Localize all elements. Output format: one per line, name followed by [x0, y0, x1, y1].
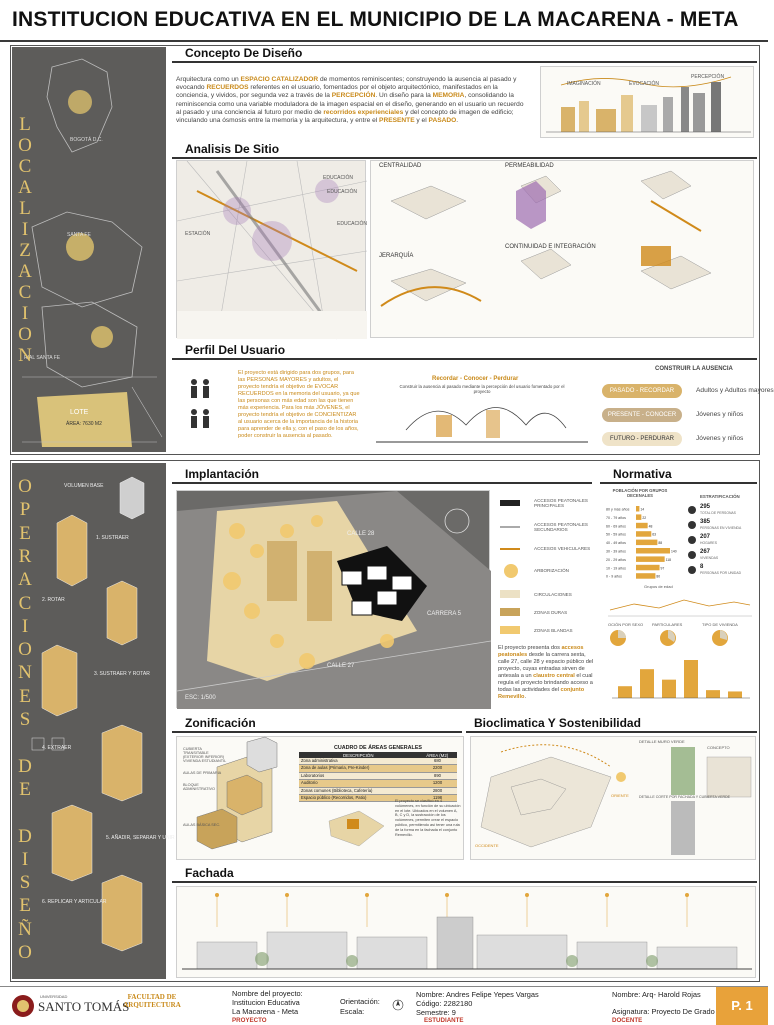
zonificacion-underline — [172, 731, 462, 733]
operaciones-letter: E — [19, 522, 31, 544]
perfil-figures — [184, 372, 234, 442]
concepto-underline — [172, 61, 757, 63]
concepto-text: . — [456, 117, 459, 125]
bioclimatica-title: Bioclimatica Y Sostenibilidad — [474, 716, 641, 730]
map-label-lote: LOTE — [70, 409, 89, 416]
operaciones-letter: A — [18, 569, 32, 591]
est-label: PERSONAS EN VIVIENDA — [700, 526, 742, 530]
legend-accesos-principales: ACCESOS PEATONALES PRINCIPALES — [534, 498, 588, 508]
step-sustraer: 1. SUSTRAER — [96, 535, 129, 541]
legend-accesos-secundarios: ACCESOS PEATONALES SECUNDARIOS — [534, 522, 588, 532]
table-row — [299, 765, 457, 772]
university-logo — [10, 993, 130, 1021]
implantacion-text: El proyecto presenta dos — [498, 645, 562, 651]
legend-accesos-vehiculares: ACCESOS VEHICULARES — [534, 546, 591, 551]
operaciones-letter: R — [18, 545, 32, 567]
person-icon — [688, 551, 696, 559]
teacher-name: Nombre: Arq- Harold Rojas — [612, 990, 701, 999]
page-number: P. 1 — [716, 987, 768, 1025]
table-cell-area: 1198 — [432, 795, 442, 801]
est-label: PERSONAS POR UNIDAD — [700, 571, 742, 575]
table-row — [299, 780, 457, 787]
perfil-text: El proyecto está dirigido para dos grupos, para las PERSONAS MAYORES y adultos, el proyecto tendría el objetivo de EVOCAR RECUERDOS en la memoria del usuario, ya que las personas con más edad son las que tienen más experiencia. Para los más JÓVENES, el proyecto tendría el objetivo de CONCIENTIZAR al usuario acerca de la importancia de la historia para aprender de ella y, con el paso de los años, poder construir la ausencia al pasado. — [238, 370, 360, 439]
zone-label-2: VIVIENDA ESTUDIANTIL — [183, 759, 227, 763]
localizacion-letter: A — [18, 261, 32, 282]
pop-bar — [636, 531, 651, 537]
implantacion-text: desde la carrera sexta, calle 27, calle 28 y espacio público del proyecto, cuyas entradas sirven de antesala a un — [498, 652, 594, 679]
operaciones-letter: N — [18, 662, 32, 684]
localizacion-letter: L — [19, 198, 31, 219]
pop-value: 118 — [665, 557, 672, 562]
est-number: 267 — [700, 549, 711, 555]
localizacion-letter: N — [18, 345, 32, 366]
pop-label: 80 y más años — [606, 507, 630, 512]
operaciones-letter: O — [18, 942, 32, 963]
norm-bar — [640, 669, 654, 698]
est-label: HOGARES — [700, 541, 717, 545]
step-anadir: 5. AÑADIR, SEPARAR Y UNIR — [106, 835, 175, 841]
mini-title-vivienda: TIPO DE VIVIENDA — [702, 622, 738, 627]
pop-value: 80 — [656, 574, 661, 579]
normativa-title: Normativa — [613, 467, 672, 481]
implantacion-highlight: accesos peatonales — [498, 645, 584, 658]
table-cell-desc: Zonas comunes (Biblioteca, Cafetería) — [301, 787, 373, 793]
pop-value: 22 — [642, 515, 647, 520]
north-arrow-icon — [392, 999, 404, 1011]
scale-footer-label: Escala: — [340, 1007, 365, 1016]
concepto-text: de momentos reminiscentes; construyendo la ausencia al pasado y evocando — [176, 76, 517, 92]
est-number: 207 — [700, 534, 711, 540]
table-cell-desc: Zona de aulas (Primaria, Pre-Kinder) — [301, 765, 370, 771]
row-label-adultos: Adultos y Adultos mayores — [696, 387, 774, 394]
implantacion-text: el cual regula el proyecto brindando acceso a todas las actividades del — [498, 673, 593, 693]
perfil-sketch-caption: Construir la ausencia al pasado mediante la percepción del usuario fomentado por el proyecto — [399, 384, 565, 394]
page-title: INSTITUCION EDUCATIVA EN EL MUNICIPIO DE LA MACARENA - META — [12, 8, 739, 31]
bio-detalle-corte: DETALLE CORTE POR FACHADA Y CUBIERTA VERDE — [639, 795, 731, 799]
person-icon — [688, 536, 696, 544]
pop-label: 20 - 29 años — [606, 557, 626, 562]
areas-header-area: ÁREA (M2) — [426, 753, 449, 758]
map-label-rial: RIAL SANTA FE — [24, 355, 61, 361]
bar-chart — [604, 654, 756, 706]
bio-oriente: ORIENTE — [611, 793, 629, 798]
scale-label: ESC: 1/500 — [185, 695, 216, 701]
implantacion-title: Implantación — [185, 467, 260, 481]
pop-label: 50 - 59 años — [606, 532, 626, 537]
est-item — [688, 549, 756, 563]
est-item — [688, 564, 756, 578]
university-name: SANTO TOMÁS — [38, 999, 130, 1014]
estratificacion-list — [688, 504, 756, 584]
fachada-elevation — [176, 886, 756, 978]
normativa-underline — [600, 482, 757, 484]
site-tag-4: ESTACIÓN — [185, 231, 211, 237]
table-cell-desc: Laboratorios — [301, 772, 325, 778]
implantacion-highlight: claustro central — [533, 673, 575, 679]
pop-bar — [636, 573, 655, 579]
est-item — [688, 519, 756, 533]
table-cell-area: 890 — [434, 772, 441, 778]
concepto-highlight: ESPACIO CATALIZADOR — [240, 76, 319, 83]
fachada-title: Fachada — [185, 866, 234, 880]
street-calle-27: CALLE 27 — [327, 663, 355, 669]
pop-label: 10 - 19 años — [606, 566, 626, 571]
project-name-2: La Macarena - Meta — [232, 1007, 299, 1016]
pop-bar — [636, 565, 660, 571]
localizacion-letter: C — [18, 156, 32, 177]
person-icon — [688, 521, 696, 529]
legend-arborizacion: ARBORIZACIÓN — [534, 568, 569, 573]
pop-value: 97 — [660, 566, 665, 571]
operaciones-letter: C — [18, 592, 32, 614]
operaciones-letter: S — [19, 709, 31, 730]
person-icon — [688, 566, 696, 574]
footer — [0, 986, 768, 1024]
operaciones-letter: Ñ — [18, 918, 32, 940]
concepto-text: , consolidando la reminiscencia como una variable moduladora de la imagen espacial en el diseño, generando en el usuario un recuerdo al pasado y una conciencia al futuro por medio de — [176, 92, 524, 116]
row-label-jovenes-1: Jóvenes y niños — [696, 411, 744, 418]
diag-jerarquia: JERARQUÍA — [379, 253, 414, 259]
diag-permeabilidad: PERMEABILIDAD — [505, 163, 554, 169]
pop-value: 14 — [640, 507, 645, 512]
est-label: VIVIENDAS — [700, 556, 719, 560]
step-volumen-base: VOLUMEN BASE — [64, 483, 104, 489]
perfil-sketch — [376, 390, 588, 450]
norm-bar — [662, 680, 676, 698]
site-plan — [176, 490, 490, 708]
concepto-text: y del concepto de imagen de edificio; vinculando una ósmosis entre la memoria y la arquitectura, y entre el — [176, 108, 514, 125]
pop-label: 0 - 9 años — [606, 574, 622, 579]
table-cell-area: 2200 — [432, 765, 443, 771]
row-label-jovenes-2: Jóvenes y niños — [696, 435, 744, 442]
map-label-area: ÁREA: 7630 M2 — [66, 421, 102, 427]
zonificacion-small-plan — [319, 801, 389, 857]
mini-pies — [604, 628, 756, 650]
faculty-logo: FACULTAD DE ARQUITECTURA — [123, 993, 181, 1009]
areas-table — [299, 745, 457, 802]
diagram-label-percepcion: PERCEPCIÓN — [691, 74, 725, 80]
fachada-underline — [172, 881, 757, 883]
pop-title: POBLACIÓN POR GRUPOS DECENALES — [612, 488, 668, 498]
pop-label: 40 - 49 años — [606, 541, 626, 546]
university-small: UNIVERSIDAD — [40, 994, 68, 999]
project-label: Nombre del proyecto: — [232, 989, 303, 998]
student-name: Nombre: Andres Felipe Yepes Vargas — [416, 990, 539, 999]
pop-label: 30 - 39 años — [606, 549, 626, 554]
concepto-highlight: recorridos experienciales — [323, 108, 404, 116]
perfil-underline — [172, 358, 757, 360]
concepto-highlight: PERCEPCIÓN — [331, 92, 376, 100]
table-cell-area: 1200 — [432, 780, 443, 786]
table-row — [299, 758, 457, 765]
localizacion-letter: O — [18, 135, 32, 156]
student-tag: ESTUDIANTE — [424, 1017, 464, 1024]
population-chart — [604, 502, 677, 582]
operaciones-letter: D — [18, 825, 32, 847]
pop-value: 140 — [671, 549, 677, 554]
concepto-diagram — [540, 66, 754, 138]
analisis-title: Analisis De Sitio — [185, 142, 280, 156]
table-cell-area: 680 — [434, 758, 441, 763]
pop-label: 70 - 79 años — [606, 515, 626, 520]
street-carrera-5: CARRERA 5 — [427, 611, 462, 617]
diag-centralidad: CENTRALIDAD — [379, 163, 422, 169]
construir-title: CONSTRUIR LA AUSENCIA — [655, 366, 733, 372]
mini-title-particulares: PARTICULARES — [652, 622, 683, 627]
table-cell-desc: Espacio público (Recorridos, Patio) — [301, 795, 367, 801]
title-divider — [0, 40, 768, 42]
operaciones-letter: O — [18, 476, 32, 497]
street-calle-28: CALLE 28 — [347, 531, 375, 537]
operaciones-letter: S — [19, 872, 31, 894]
localizacion-letter: Z — [19, 240, 31, 261]
implantacion-legend — [500, 496, 600, 646]
zonificacion-title: Zonificación — [185, 716, 256, 730]
pop-bar — [636, 540, 657, 546]
diagram-label-imaginacion: IMAGINACIÓN — [567, 81, 601, 87]
areas-header-desc: DESCRIPCIÓN — [343, 753, 374, 758]
subject: Asignatura: Proyecto De Grado — [612, 1007, 715, 1016]
legend-circulaciones: CIRCULACIONES — [534, 592, 572, 597]
norm-bar — [728, 691, 742, 698]
concepto-text: Arquitectura como un — [176, 76, 241, 83]
zone-label-4: BLOQUE ADMINISTRATIVO — [183, 783, 215, 791]
est-label: TOTAL DE PERSONAS — [700, 511, 736, 515]
zone-label-3: AULAS DE PRIMARIA — [183, 771, 222, 775]
est-item — [688, 504, 756, 518]
diagram-label-evocacion: EVOCACIÓN — [629, 81, 660, 87]
est-title: ESTRATIFICACIÓN — [700, 494, 740, 499]
perfil-sketch-title: Recordar - Conocer - Perdurar — [432, 376, 519, 382]
est-number: 385 — [700, 519, 711, 525]
table-row — [299, 773, 457, 780]
mini-title-edad: Grupos de edad — [644, 584, 673, 589]
person-icon — [688, 506, 696, 514]
localizacion-letter: O — [18, 324, 32, 345]
analisis-underline — [172, 157, 757, 159]
project-tag: PROYECTO — [232, 1017, 267, 1024]
areas-table-title: CUADRO DE ÁREAS GENERALES — [299, 745, 457, 753]
localizacion-letter: A — [18, 177, 32, 198]
step-replicar: 6. REPLICAR Y ARTICULAR — [42, 899, 107, 905]
zone-label-5: AULAS BÁSICA SEC. — [183, 823, 221, 827]
norm-bar — [618, 686, 632, 698]
zonificacion-caption: El proyecto se clasificó en 4 volúmenes, en función de su ubicación en el lote. Ubicados en el volumen A, B, C y D, la sustracción de los volúmenes, permiten crear el espacio público, permitiendo así tener una ruta de la forma en la fachada el conjunto Remevillo. — [395, 799, 461, 837]
teacher-tag: DOCENTE — [612, 1017, 643, 1024]
table-cell-desc: Zona administrativa — [301, 758, 338, 763]
concepto-text: y el — [414, 117, 429, 125]
implantacion-text: . — [524, 694, 526, 700]
operaciones-letter: I — [21, 615, 29, 637]
concepto-highlight: RECUERDOS — [206, 84, 249, 92]
normativa-panel — [604, 486, 756, 708]
concepto-text: referentes en el usuario, fomentados por el objeto arquitectónico, manifestados en la conciencia, y vividos, por segunda vez a través de la — [176, 84, 498, 100]
bio-muro-verde: DETALLE MURO VERDE — [639, 739, 685, 744]
implantacion-text — [498, 645, 598, 707]
pop-bar — [636, 514, 641, 520]
pop-bar — [636, 548, 670, 554]
concepto-highlight: PRESENTE — [379, 117, 415, 125]
pop-bar — [636, 556, 665, 562]
map-label-santafe: SANTA FE — [67, 232, 91, 238]
norm-bar — [706, 690, 720, 698]
pill-pasado: PASADO - RECORDAR — [602, 384, 682, 398]
diag-continuidad: CONTINUIDAD E INTEGRACIÓN — [505, 244, 596, 250]
localizacion-letter: I — [21, 303, 29, 324]
implantacion-highlight: conjunto Remevillo — [498, 687, 585, 700]
map-label-bogota: BOGOTÁ D.C. — [70, 137, 103, 143]
table-cell-area: 2800 — [432, 787, 443, 793]
concepto-text — [176, 76, 530, 134]
zonificacion-panel — [176, 736, 464, 860]
pop-value: 48 — [648, 524, 653, 529]
bioclimatica-underline — [466, 731, 757, 733]
concepto-title: Concepto De Diseño — [185, 46, 303, 60]
perfil-title: Perfil Del Usuario — [185, 343, 286, 357]
operaciones-letter: E — [19, 778, 31, 800]
pop-bar — [636, 506, 639, 512]
zone-label-1: CUBIERTA TRANSITABLE (EXTERIOR INFERIOR) — [183, 747, 225, 759]
pop-label: 60 - 69 años — [606, 524, 626, 529]
bioclimatica-panel — [470, 736, 756, 860]
operaciones-letter: I — [21, 848, 29, 870]
pop-value: 88 — [658, 541, 663, 546]
localizacion-letter: I — [21, 219, 29, 240]
pill-presente: PRESENTE - CONOCER — [602, 408, 682, 422]
step-extraer: 4. EXTRAER — [42, 745, 72, 751]
est-item — [688, 534, 756, 548]
site-tag-3: EDUCACIÓN — [337, 221, 368, 227]
concepto-highlight: PASADO — [428, 117, 457, 125]
mini-title-sexo: OCIÓN POR SEXO — [608, 622, 644, 627]
pop-bar — [636, 523, 648, 529]
pill-futuro: FUTURO - PERDURAR — [602, 432, 682, 446]
implantacion-underline — [172, 482, 592, 484]
operaciones-letter: D — [18, 755, 32, 777]
legend-zonas-blandas: ZONAS BLANDAS — [534, 628, 573, 633]
site-tag-2: EDUCACIÓN — [327, 189, 358, 195]
site-tag-1: EDUCACIÓN — [323, 175, 354, 181]
concepto-text: . Un diseño para la — [375, 92, 433, 100]
project-name-1: Institucion Educativa — [232, 998, 300, 1007]
operaciones-letter: P — [19, 499, 31, 521]
est-number: 8 — [700, 564, 704, 570]
localizacion-letter: C — [18, 282, 32, 303]
table-row — [299, 788, 457, 795]
age-line-chart — [604, 590, 756, 620]
orientation-label: Orientación: — [340, 997, 380, 1006]
est-number: 295 — [700, 504, 711, 510]
bio-occidente: OCCIDENTE — [475, 843, 499, 848]
concepto-highlight: MEMORIA — [432, 92, 465, 100]
pop-value: 63 — [652, 532, 657, 537]
operaciones-letter: O — [18, 639, 32, 661]
localizacion-letter: L — [19, 114, 31, 135]
operaciones-letter: E — [19, 685, 31, 707]
step-sustraer-rotar: 3. SUSTRAER Y ROTAR — [94, 671, 150, 677]
step-rotar: 2. ROTAR — [42, 597, 65, 603]
operaciones-letter: E — [19, 895, 31, 917]
bio-concepto: CONCEPTO — [707, 745, 730, 750]
site-map — [176, 160, 366, 338]
site-diagrams — [370, 160, 754, 338]
norm-bar — [684, 660, 698, 698]
student-semester: Semestre: 9 — [416, 1008, 456, 1017]
student-code: Código: 2282180 — [416, 999, 473, 1008]
legend-zonas-duras: ZONAS DURAS — [534, 610, 568, 615]
table-cell-desc: Auditorio — [301, 780, 318, 786]
